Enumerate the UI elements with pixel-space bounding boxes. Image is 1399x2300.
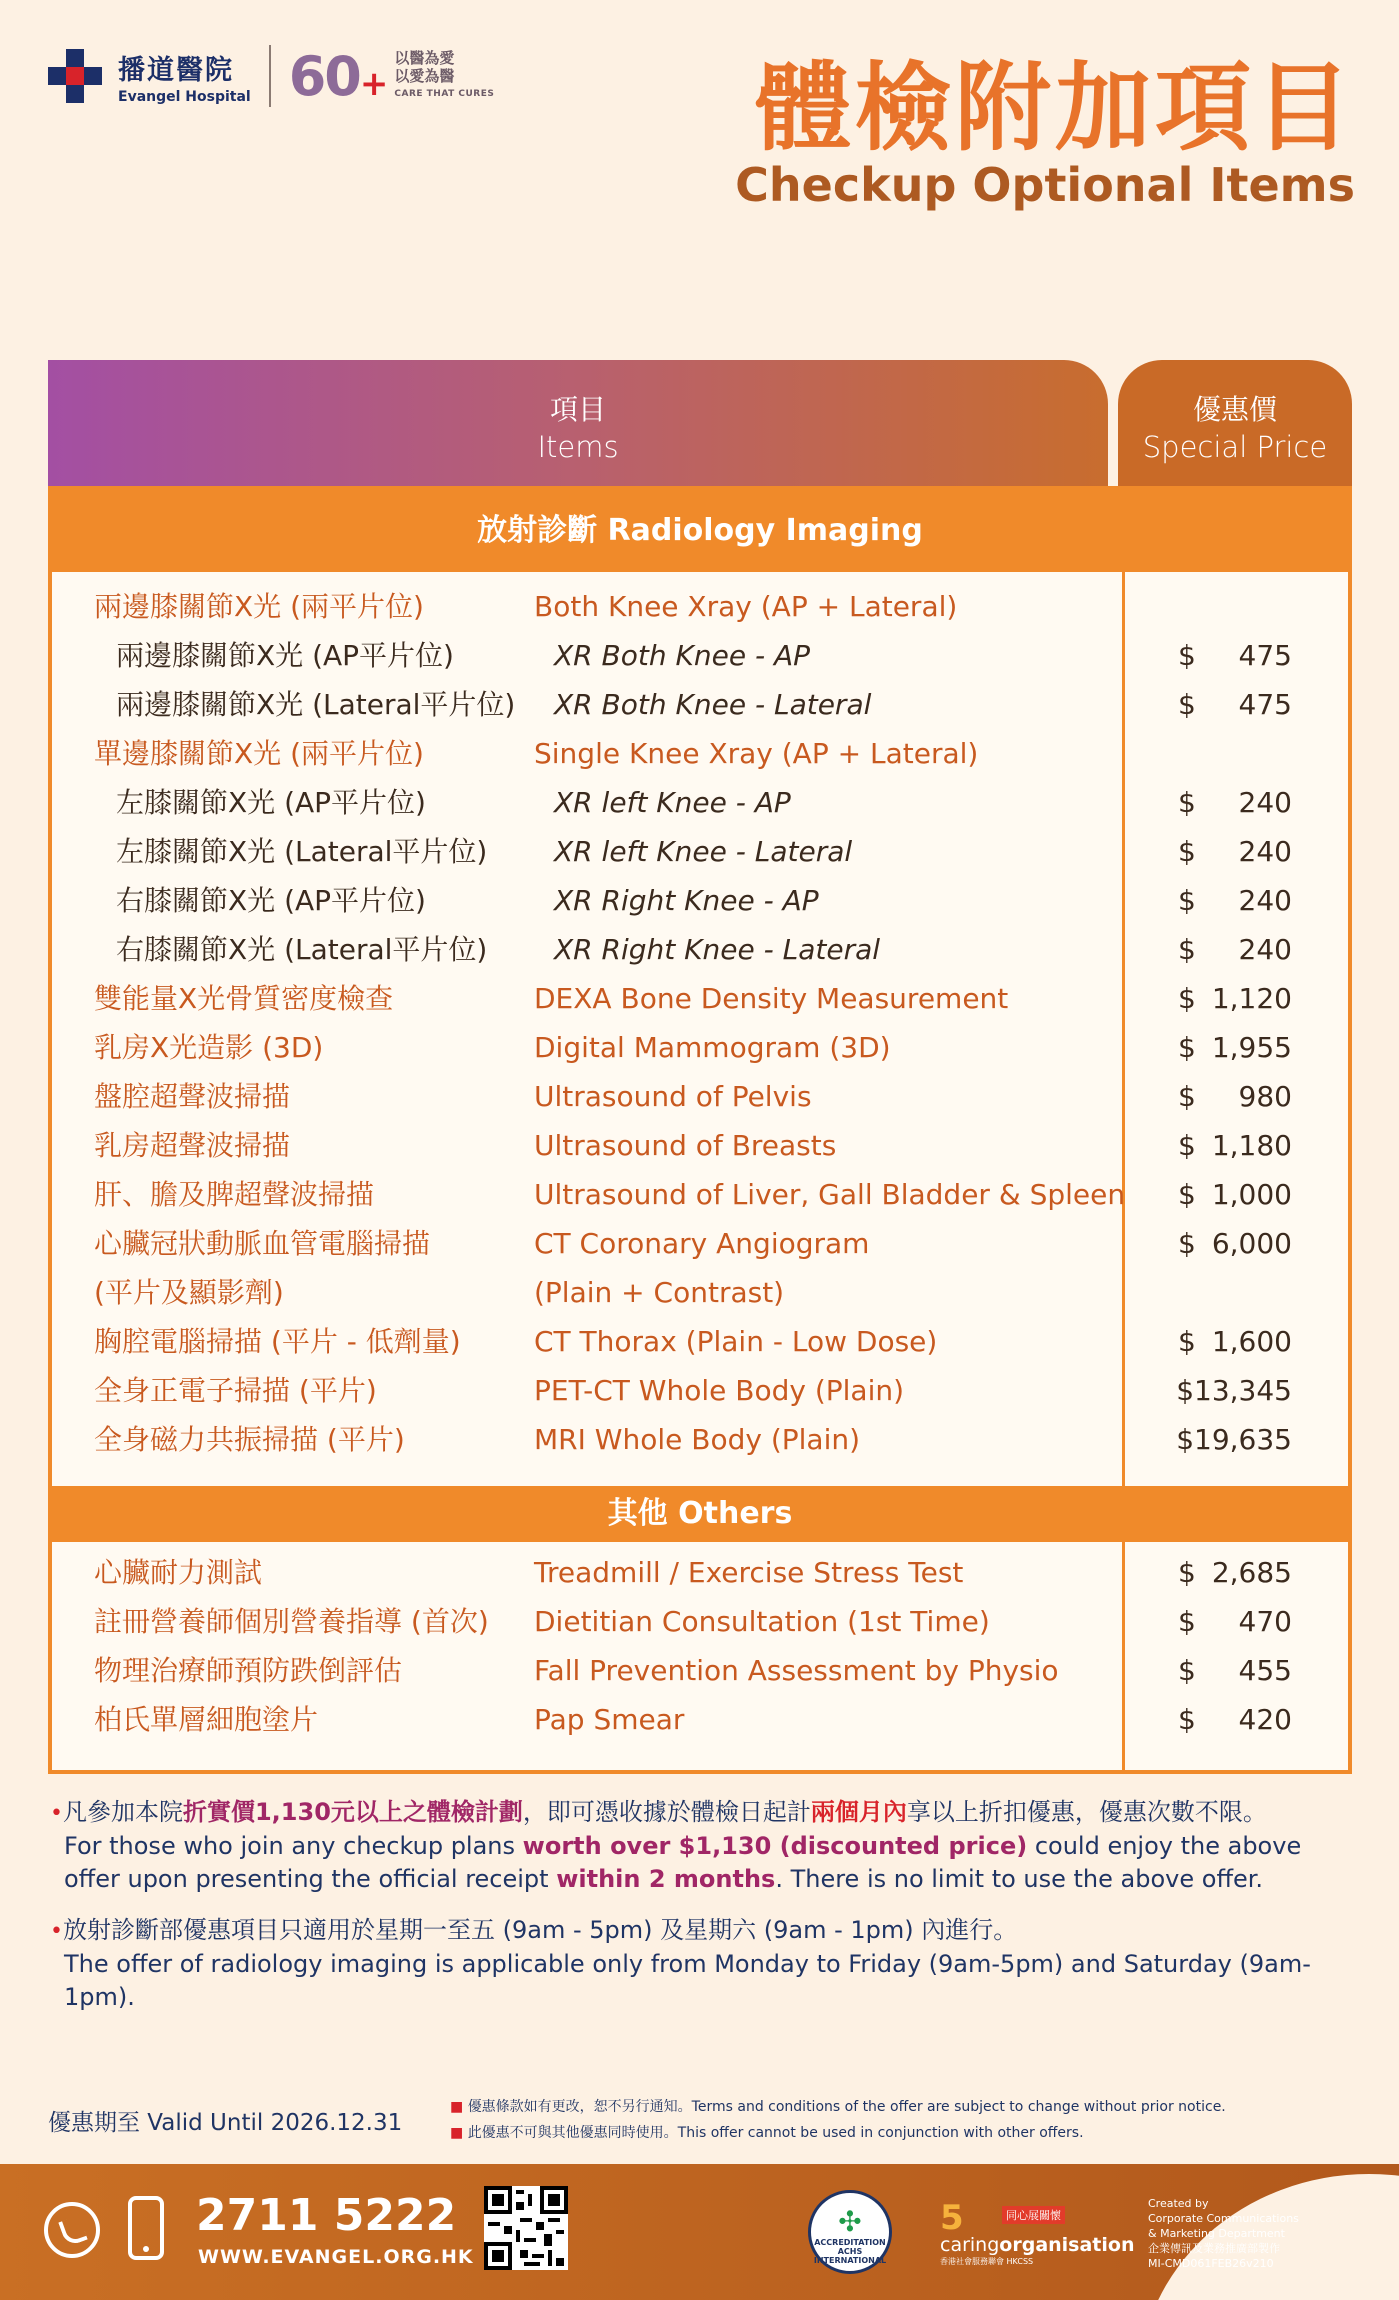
row-amt: 455 [1238,1654,1292,1687]
row-en: Ultrasound of Pelvis [534,1080,812,1113]
hospital-cross-icon [44,45,106,107]
row-cur: $ [1178,1227,1196,1260]
credit-text: Created by Corporate Communications & Marketing Department 企業傳訊及業務推廣部製作 MI-CMD061FEB26v210 [1148,2197,1299,2270]
row-en: XR Right Knee - Lateral [554,933,881,966]
row-amt: 470 [1238,1605,1292,1638]
row-zh: 盤腔超聲波掃描 [94,1080,291,1113]
row-amt: 980 [1238,1080,1292,1113]
row-cur: $ [1178,1556,1196,1589]
table-row [52,729,1348,778]
row-zh: 心臟耐力測試 [94,1556,263,1589]
row-cur: $ [1178,982,1196,1015]
row-amt: 475 [1238,688,1292,721]
row-en: Digital Mammogram (3D) [534,1031,891,1064]
row-amt: 1,120 [1211,982,1292,1015]
row-cur: $ [1178,639,1196,672]
row-zh: 肝、膽及脾超聲波掃描 [94,1178,375,1211]
table-row [52,1023,1348,1072]
row-zh: 左膝關節X光 (Lateral平片位) [116,835,488,868]
note-2: •放射診斷部優惠項目只適用於星期一至五 (9am - 5pm) 及星期六 (9am - 1pm) 內進行。 The offer of radiology imaging is applicable only from Monday to Friday (9am-5pm) and Saturday (9am-1pm). [50,1916,1311,2011]
row-amt: 240 [1238,786,1292,819]
row-zh: 雙能量X光骨質密度檢查 [94,982,394,1015]
row-zh: 註冊營養師個別營養指導 (首次) [94,1605,489,1638]
anniversary-slogan: 以醫為愛 以愛為醫 CARE THAT CURES [394,49,495,99]
row-zh: 柏氏單層細胞塗片 [94,1703,319,1736]
table-row [52,1072,1348,1121]
row-en: Fall Prevention Assessment by Physio [534,1654,1059,1687]
row-en: XR Both Knee - AP [554,639,811,672]
row-cur: $ [1178,1605,1196,1638]
section-radiology: 放射診斷 Radiology Imaging [52,490,1348,572]
row-amt: 2,685 [1211,1556,1292,1589]
logo-name-zh: 播道醫院 [118,54,234,86]
row-zh: 左膝關節X光 (AP平片位) [116,786,426,819]
validity-date: 優惠期至 Valid Until 2026.12.31 [48,2110,403,2136]
row-zh: 全身磁力共振掃描 (平片) [94,1423,405,1456]
row-cur: $ [1178,1703,1196,1736]
row-cur: $ [1178,786,1196,819]
anniversary-number: 60+ [288,44,387,108]
row-en: Single Knee Xray (AP + Lateral) [534,737,979,770]
table-row [52,1317,1348,1366]
table-row [52,1366,1348,1415]
row-zh: 乳房X光造影 (3D) [94,1031,324,1064]
row-amt: 240 [1238,933,1292,966]
caring-organisation-logo: 5 同心展關懷 caringorganisation 香港社會服務聯會 HKCSS [940,2198,1135,2266]
table-row [52,1597,1348,1646]
row-amt: 1,000 [1211,1178,1292,1211]
accreditation-badge: ✣ ACCREDITATION ACHS INTERNATIONAL [808,2190,892,2274]
table-row [52,1170,1348,1219]
table-row [52,974,1348,1023]
mobile-phone-icon [128,2196,164,2260]
row-zh: 胸腔電腦掃描 (平片 - 低劑量) [94,1325,461,1358]
page-title-zh: 體檢附加項目 [755,52,1355,164]
row-amt: 240 [1238,884,1292,917]
logo-divider [269,45,271,107]
qr-code-icon[interactable] [484,2186,568,2270]
table-row [52,778,1348,827]
row-en: Dietitian Consultation (1st Time) [534,1605,990,1638]
row-en: XR left Knee - Lateral [554,835,853,868]
section-others: 其他 Others [52,1486,1348,1542]
row-en: XR left Knee - AP [554,786,791,819]
table-row [52,1695,1348,1744]
row-cur: $ [1178,1129,1196,1162]
table-row [52,631,1348,680]
row-zh: 右膝關節X光 (AP平片位) [116,884,426,917]
phone-number[interactable]: 2711 5222 [196,2190,457,2241]
radiology-list [52,582,1348,1464]
table-row [52,1646,1348,1695]
row-cur: $ [1178,933,1196,966]
row-en: CT Coronary Angiogram [534,1227,870,1260]
row-en: XR Both Knee - Lateral [554,688,872,721]
header-items: 項目 Items [48,360,1108,486]
row-zh: 乳房超聲波掃描 [94,1129,291,1162]
row-zh: (平片及顯影劑) [94,1276,284,1309]
terms: ■ 優惠條款如有更改，恕不另行通知。Terms and conditions of the offer are subject to change without prior notice. ■ 此優惠不可與其他優惠同時使用。This offer cannot be used in conjunction with other offers. [450,2099,1226,2141]
row-en: CT Thorax (Plain - Low Dose) [534,1325,938,1358]
row-en: DEXA Bone Density Measurement [534,982,1009,1015]
row-en: MRI Whole Body (Plain) [534,1423,861,1456]
row-en: Both Knee Xray (AP + Lateral) [534,590,958,623]
row-amt: 420 [1238,1703,1292,1736]
table-row [52,1268,1348,1317]
row-amt: 475 [1238,639,1292,672]
table-row [52,680,1348,729]
note-1: •凡參加本院折實價1,130元以上之體檢計劃，即可憑收據於體檢日起計兩個月內享以上折扣優惠，優惠次數不限。 For those who join any checkup plans worth over $1,130 (discounted price) could enjoy the above offer upon presenting the official receipt within 2 months. There is no limit to use the above offer. [50,1798,1302,1893]
table-row [52,827,1348,876]
row-zh: 兩邊膝關節X光 (Lateral平片位) [116,688,516,721]
whatsapp-icon[interactable] [44,2202,100,2258]
row-cur: $ [1178,1654,1196,1687]
row-en: XR Right Knee - AP [554,884,819,917]
table-row [52,1219,1348,1268]
website-link[interactable]: WWW.EVANGEL.ORG.HK [198,2246,474,2268]
row-amt: 1,955 [1211,1031,1292,1064]
row-amt: 1,180 [1211,1129,1292,1162]
table-row [52,925,1348,974]
row-en: Pap Smear [534,1703,685,1736]
hospital-logo [44,40,494,112]
others-list [52,1548,1348,1744]
accreditation-icon: ✣ [838,2205,862,2238]
row-en: Ultrasound of Breasts [534,1129,837,1162]
table-row [52,582,1348,631]
table-row [52,1415,1348,1464]
row-zh: 兩邊膝關節X光 (AP平片位) [116,639,454,672]
row-zh: 心臟冠狀動脈血管電腦掃描 [94,1227,431,1260]
table-row [52,876,1348,925]
row-cur: $ [1178,884,1196,917]
row-cur: $ [1178,1031,1196,1064]
row-en: Treadmill / Exercise Stress Test [534,1556,964,1589]
row-amt: 6,000 [1211,1227,1292,1260]
row-zh: 右膝關節X光 (Lateral平片位) [116,933,488,966]
row-amt: 240 [1238,835,1292,868]
row-zh: 全身正電子掃描 (平片) [94,1374,377,1407]
row-en: (Plain + Contrast) [534,1276,785,1309]
page-title-en: Checkup Optional Items [735,158,1355,212]
row-cur: $ [1178,835,1196,868]
header-price: 優惠價 Special Price [1118,360,1352,486]
logo-name-en: Evangel Hospital [118,88,251,105]
footer [0,2164,1399,2300]
row-zh: 兩邊膝關節X光 (兩平片位) [94,590,424,623]
row-cur: $ [1178,1178,1196,1211]
row-cur: $ [1178,1325,1196,1358]
row-en: PET-CT Whole Body (Plain) [534,1374,905,1407]
row-amt: 1,600 [1211,1325,1292,1358]
row-amt: $13,345 [1176,1374,1292,1407]
row-amt: $19,635 [1176,1423,1292,1456]
row-cur: $ [1178,688,1196,721]
table-row [52,1548,1348,1597]
row-zh: 單邊膝關節X光 (兩平片位) [94,737,424,770]
table-body [48,486,1352,1774]
row-en: Ultrasound of Liver, Gall Bladder & Spleen [534,1178,1126,1211]
row-zh: 物理治療師預防跌倒評估 [94,1654,403,1687]
row-cur: $ [1178,1080,1196,1113]
table-row [52,1121,1348,1170]
